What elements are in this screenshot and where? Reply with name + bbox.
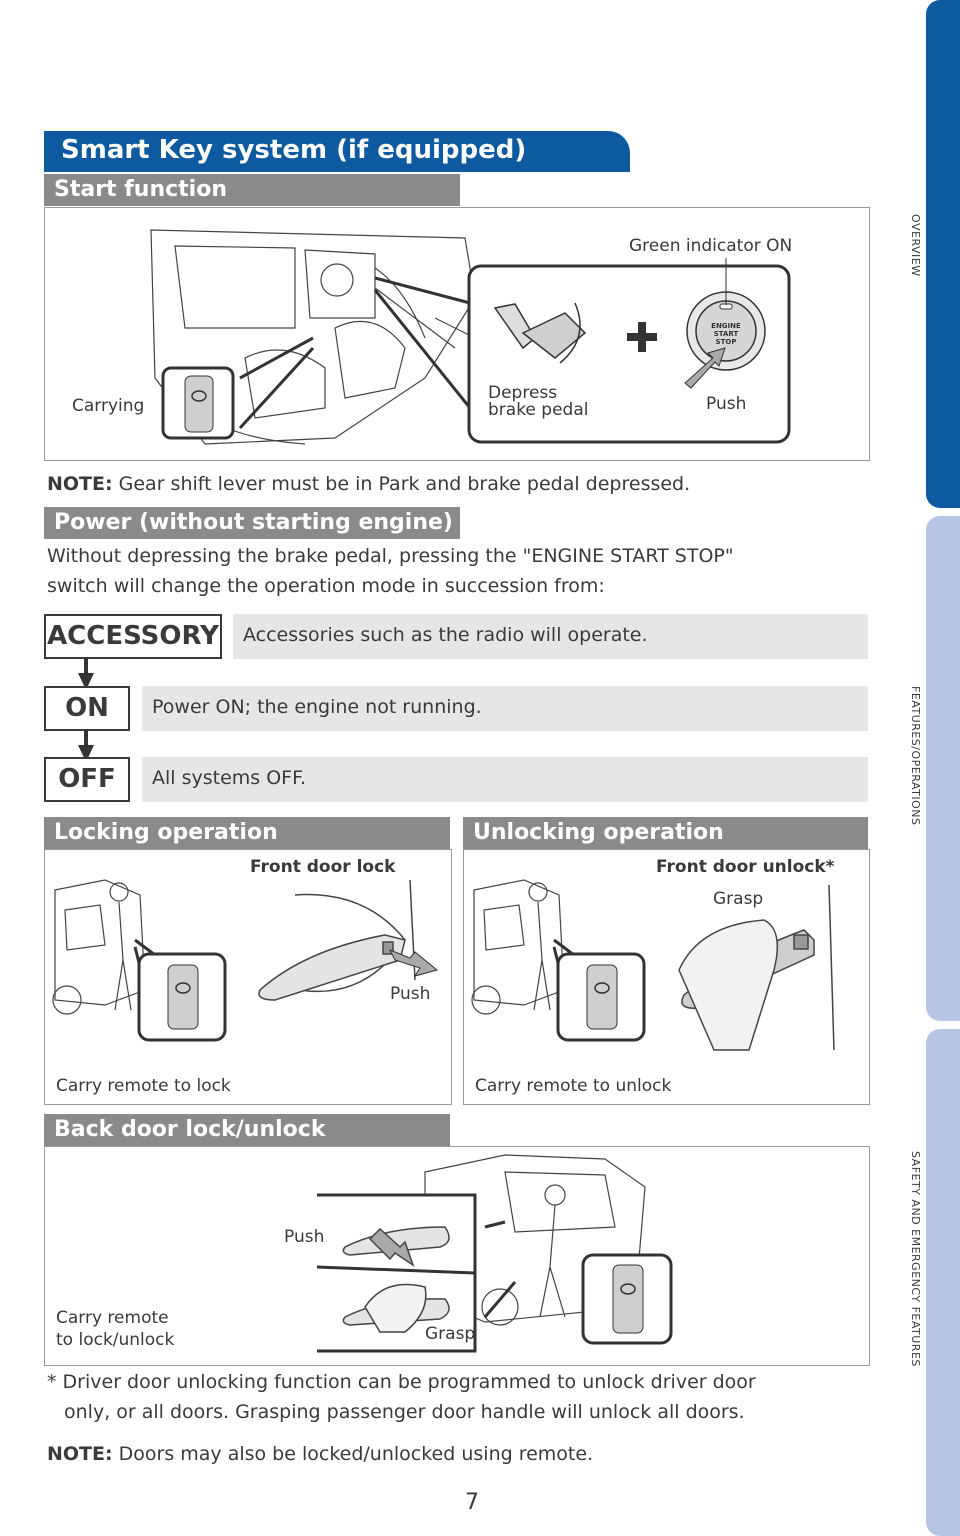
power-heading-bar — [44, 507, 460, 539]
start-function-heading-bar — [44, 174, 460, 206]
note-text: Doors may also be locked/unlocked using remote. — [112, 1443, 594, 1465]
power-intro-line2: switch will change the operation mode in succession from: — [47, 575, 605, 597]
unlocking-heading-bar — [463, 817, 868, 849]
note-remote — [47, 1443, 593, 1465]
mode-desc-accessory: Accessories such as the radio will operate. — [243, 624, 648, 646]
lock-caption: Carry remote to lock — [56, 1076, 231, 1096]
unlock-grasp-label: Grasp — [713, 889, 764, 909]
back-door-heading: Back door lock/unlock — [54, 1117, 326, 1142]
green-indicator-label: Green indicator ON — [629, 236, 793, 256]
mode-accessory-label: ACCESSORY — [44, 614, 222, 659]
back-grasp-label: Grasp — [425, 1324, 476, 1344]
smart-key-fob-icon — [558, 954, 644, 1040]
tab-label-features: FEATURES/OPERATIONS — [909, 686, 922, 826]
back-push-label: Push — [284, 1227, 325, 1247]
depress-label — [488, 385, 588, 419]
mode-desc-off-bar — [142, 757, 868, 802]
tab-features-operations[interactable] — [926, 516, 960, 1021]
callout-line — [240, 348, 313, 428]
note-prefix: NOTE: — [47, 1443, 113, 1465]
depress-label-line1: Depress — [488, 383, 558, 403]
callout-line — [375, 290, 470, 408]
carrying-label: Carrying — [72, 396, 145, 416]
lock-push-label: Push — [390, 984, 431, 1004]
smart-key-fob-icon — [139, 954, 225, 1040]
mode-desc-on: Power ON; the engine not running. — [152, 696, 482, 718]
start-function-heading: Start function — [54, 177, 228, 202]
locking-heading-bar — [44, 817, 450, 849]
svg-text:ENGINE: ENGINE — [711, 322, 741, 330]
page-title-bar — [44, 131, 630, 172]
hand-grasp-drawing — [679, 885, 834, 1050]
note-prefix: NOTE: — [47, 473, 113, 495]
door-handle-drawing — [259, 880, 415, 1000]
footnote-line2: only, or all doors. Grasping passenger door handle will unlock all doors. — [64, 1401, 745, 1423]
back-door-caption-line2: to lock/unlock — [56, 1330, 175, 1350]
tab-overview[interactable] — [926, 0, 960, 508]
push-arrow-icon — [390, 950, 437, 976]
tab-label-overview: OVERVIEW — [909, 214, 922, 277]
unlocking-svg — [464, 850, 869, 1104]
mode-desc-off: All systems OFF. — [152, 767, 307, 789]
depress-label-line2: brake pedal — [488, 400, 589, 420]
car-person-drawing — [53, 880, 145, 1014]
unlocking-illustration — [463, 849, 870, 1105]
back-door-caption — [56, 1307, 174, 1351]
power-heading: Power (without starting engine) — [54, 510, 453, 535]
tab-safety-emergency[interactable] — [926, 1029, 960, 1536]
note-gear-shift — [47, 473, 690, 495]
note-text: Gear shift lever must be in Park and brake pedal depressed. — [112, 473, 691, 495]
front-door-unlock-label: Front door unlock* — [656, 857, 835, 877]
car-person-drawing — [472, 880, 564, 1014]
smart-key-fob-icon — [583, 1255, 671, 1343]
mode-off-label: OFF — [44, 757, 130, 802]
svg-text:STOP: STOP — [715, 338, 737, 346]
page-title: Smart Key system (if equipped) — [61, 135, 527, 165]
smart-key-fob-icon — [163, 368, 233, 438]
tab-label-safety: SAFETY AND EMERGENCY FEATURES — [909, 1151, 922, 1367]
locking-heading: Locking operation — [54, 820, 278, 845]
push-label: Push — [706, 394, 747, 414]
mode-on-label: ON — [44, 686, 130, 731]
locking-svg — [45, 850, 451, 1104]
mode-desc-on-bar — [142, 686, 868, 731]
back-door-heading-bar — [44, 1114, 450, 1146]
mode-desc-accessory-bar — [233, 614, 868, 659]
power-intro-line1: Without depressing the brake pedal, pressing the "ENGINE START STOP" — [47, 545, 734, 567]
back-door-caption-line1: Carry remote — [56, 1308, 169, 1328]
footnote-line1: * Driver door unlocking function can be programmed to unlock driver door — [47, 1371, 756, 1393]
page-number: 7 — [465, 1490, 479, 1515]
unlocking-heading: Unlocking operation — [473, 820, 724, 845]
svg-text:START: START — [713, 330, 739, 338]
locking-illustration — [44, 849, 452, 1105]
unlock-caption: Carry remote to unlock — [475, 1076, 672, 1096]
front-door-lock-label: Front door lock — [250, 857, 396, 877]
